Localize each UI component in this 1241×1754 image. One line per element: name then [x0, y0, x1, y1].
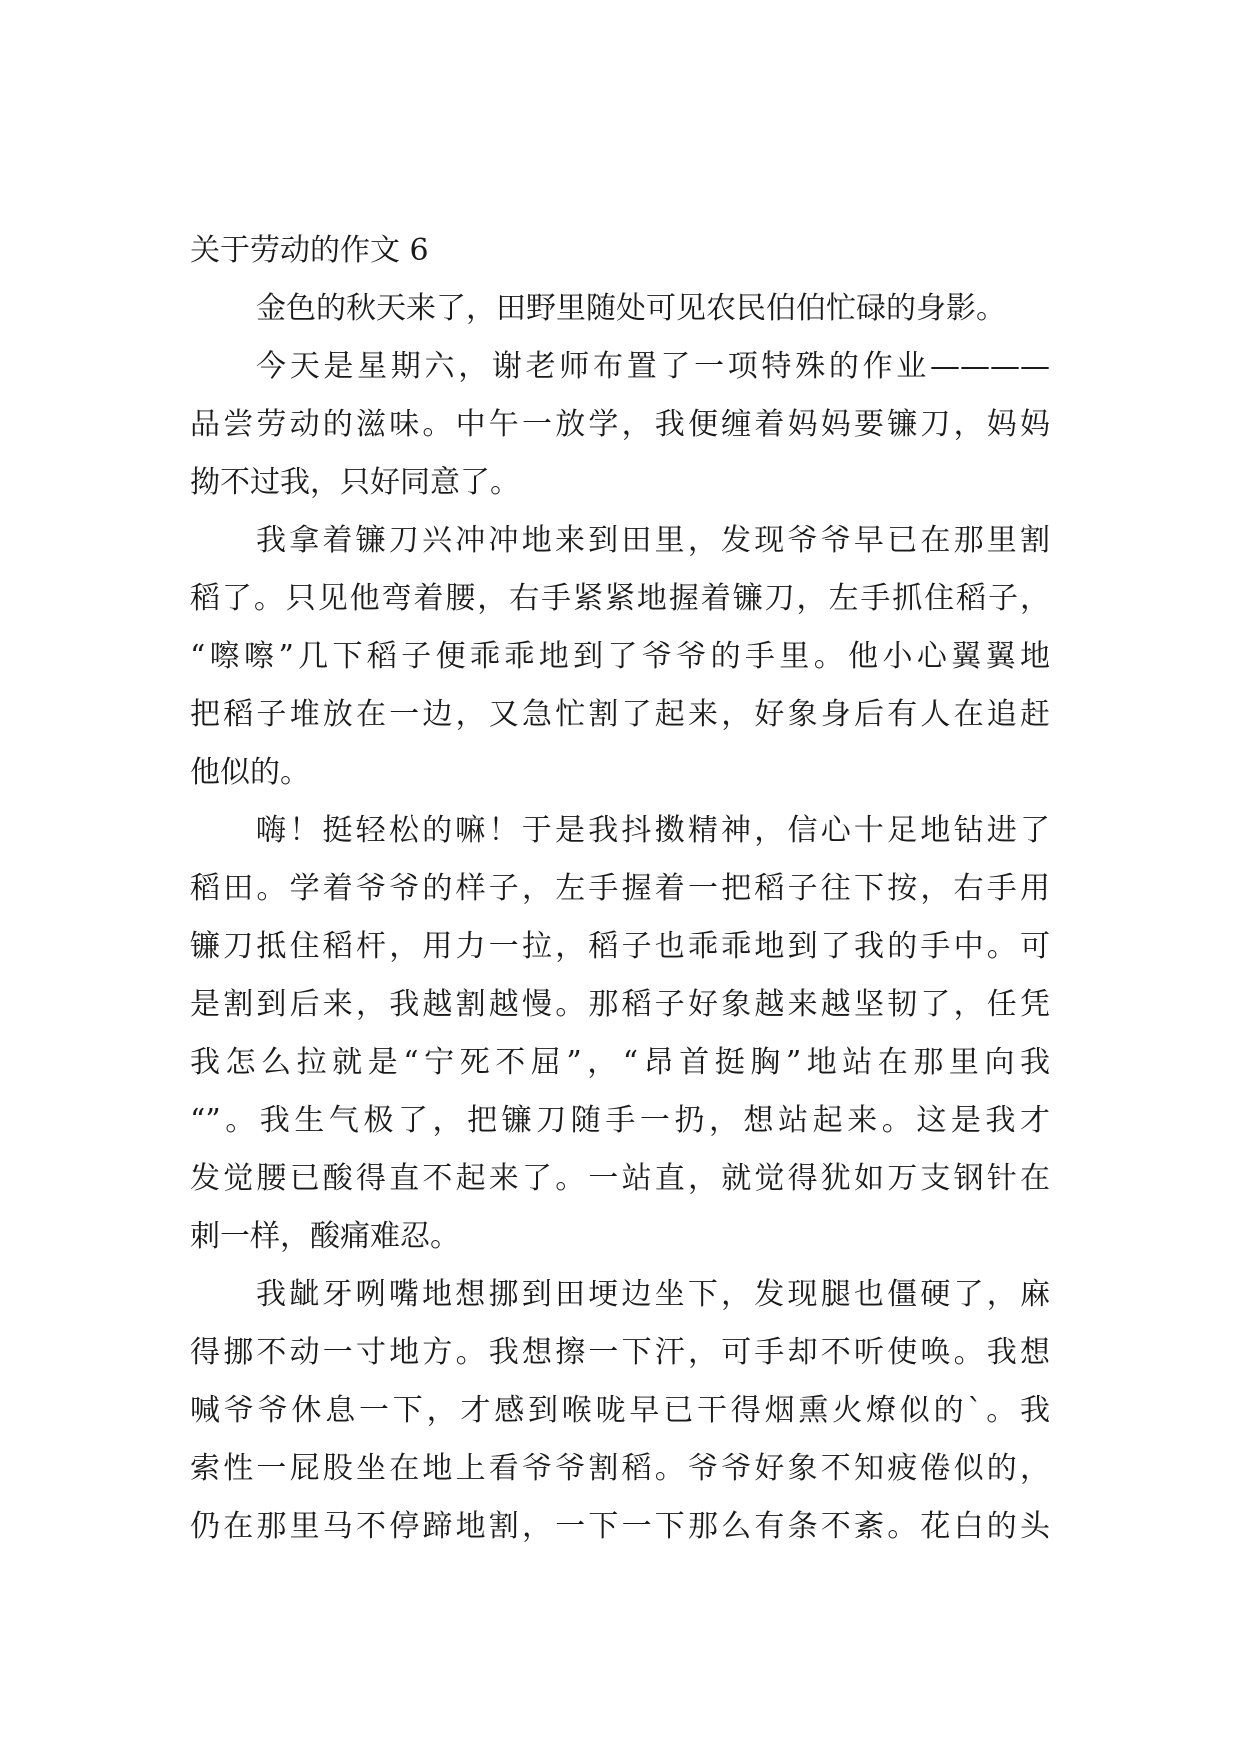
paragraph-1	[190, 280, 1050, 338]
paragraph-2	[190, 338, 1050, 512]
paragraph-4	[190, 802, 1050, 1266]
essay-title: 关于劳动的作文 6	[190, 233, 429, 268]
text-line: 刺一样，酸痛难忍。	[190, 1219, 460, 1254]
text-line: 稻了。只见他弯着腰，右手紧紧地握着镰刀，左手抓住稻子，	[190, 581, 1050, 616]
text-line: 索性一屁股坐在地上看爷爷割稻。爷爷好象不知疲倦似的，	[190, 1451, 1050, 1486]
text-line: “”。我生气极了，把镰刀随手一扔，想站起来。这是我才	[190, 1103, 1050, 1138]
text-line: 嗨！挺轻松的嘛！于是我抖擞精神，信心十足地钻进了	[256, 813, 1050, 848]
text-line: 他似的。	[190, 755, 310, 790]
text-line: 得挪不动一寸地方。我想擦一下汗，可手却不听使唤。我想	[190, 1335, 1050, 1370]
text-line: 我拿着镰刀兴冲冲地来到田里，发现爷爷早已在那里割	[256, 523, 1050, 558]
text-line: 品尝劳动的滋味。中午一放学，我便缠着妈妈要镰刀，妈妈	[190, 407, 1050, 442]
text-line: 发觉腰已酸得直不起来了。一站直，就觉得犹如万支钢针在	[190, 1161, 1050, 1196]
text-line: 是割到后来，我越割越慢。那稻子好象越来越坚韧了，任凭	[190, 987, 1050, 1022]
document-body	[190, 222, 1050, 1556]
text-line: 仍在那里马不停蹄地割，一下一下那么有条不紊。花白的头	[190, 1509, 1050, 1544]
paragraph-5	[190, 1266, 1050, 1556]
text-line: 镰刀抵住稻杆，用力一拉，稻子也乖乖地到了我的手中。可	[190, 929, 1050, 964]
text-line: “嚓嚓”几下稻子便乖乖地到了爷爷的手里。他小心翼翼地	[190, 639, 1050, 674]
text-line: 金色的秋天来了，田野里随处可见农民伯伯忙碌的身影。	[256, 291, 1006, 326]
text-line: 我龇牙咧嘴地想挪到田埂边坐下，发现腿也僵硬了，麻	[256, 1277, 1050, 1312]
text-line: 把稻子堆放在一边，又急忙割了起来，好象身后有人在追赶	[190, 697, 1050, 732]
text-line: 今天是星期六，谢老师布置了一项特殊的作业————	[256, 349, 1050, 384]
text-line: 喊爷爷休息一下，才感到喉咙早已干得烟熏火燎似的`。我	[190, 1393, 1050, 1428]
text-line: 拗不过我，只好同意了。	[190, 465, 520, 500]
text-line: 稻田。学着爷爷的样子，左手握着一把稻子往下按，右手用	[190, 871, 1050, 906]
paragraph-3	[190, 512, 1050, 802]
text-line: 我怎么拉就是“宁死不屈”，“昂首挺胸”地站在那里向我	[190, 1045, 1050, 1080]
